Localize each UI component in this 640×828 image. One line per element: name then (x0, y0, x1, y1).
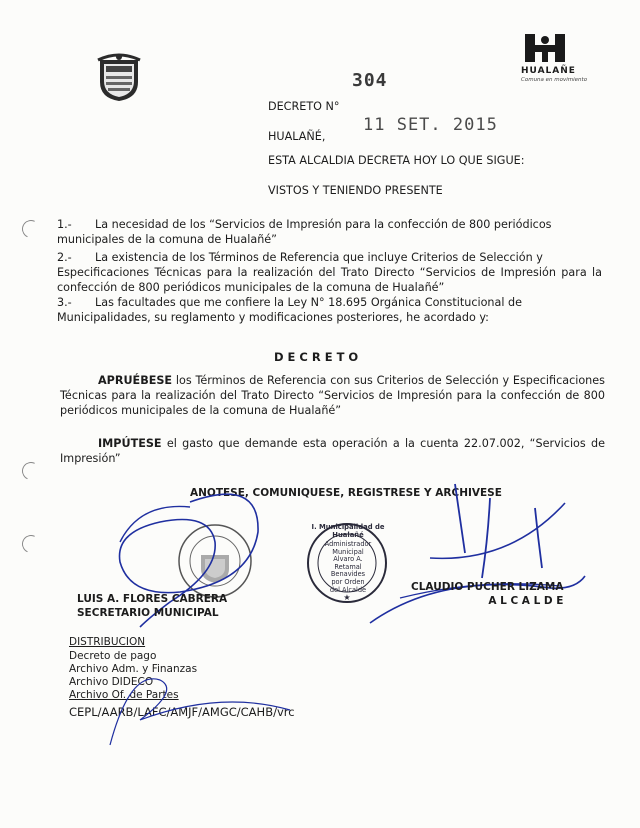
signatory-right-name: CLAUDIO PUCHER LIZAMA (411, 581, 564, 593)
considerando-item (57, 295, 605, 325)
decreto-title: D E C R E T O (274, 350, 359, 364)
signatory-right (411, 580, 563, 608)
seal-line: del Alcalde (329, 585, 367, 594)
item-first-line: Las facultades que me confiere la Ley N° 18.695 Orgánica Constitucional de (95, 296, 523, 309)
seal-line: por Orden (331, 577, 365, 586)
distribution-list (69, 650, 197, 702)
apruebese-text: los Términos de Referencia con sus Criterios de Selección y Especificaciones Técnicas para la realización del Trato Directo “Servicios de Impresión para la confección de 800 periódicos municipales de la comuna de Hualañé” (60, 374, 605, 417)
distribution-item: Archivo DIDECO (69, 676, 154, 688)
signatory-left-title: SECRETARIO MUNICIPAL (77, 607, 219, 619)
seal-line: Alvaro A. Retamal (333, 555, 363, 571)
distribution-item: Archivo Of. de Partes (69, 689, 179, 701)
decree-date-stamp: 11 SET. 2015 (363, 115, 498, 135)
decree-number-stamp: 304 (352, 70, 388, 91)
item-number: 1.- (57, 218, 72, 231)
signatory-left-name: LUIS A. FLORES CABRERA (77, 593, 228, 605)
item-first-line: La existencia de los Términos de Referencia que incluye Criterios de Selección y (95, 251, 543, 264)
logo-tagline: Comuna en movimiento (521, 77, 588, 83)
vistos-heading: VISTOS Y TENIENDO PRESENTE (268, 184, 443, 197)
place-label: HUALAÑÉ, (268, 130, 326, 143)
closing-line: ANOTESE, COMUNIQUESE, REGISTRESE Y ARCHIVESE (190, 487, 502, 499)
signatory-left (77, 592, 227, 620)
seal-line: Benavides (330, 570, 366, 579)
signatory-right-title: A L C A L D E (488, 595, 564, 607)
item-number: 2.- (57, 251, 72, 264)
municipal-crest-icon (96, 52, 142, 102)
hualane-logo-icon (523, 32, 567, 64)
apruebese-paragraph (60, 373, 605, 418)
seal-center-text (322, 541, 374, 594)
punch-hole-mark (19, 459, 42, 482)
item-continuation: Especificaciones Técnicas para la realización del Trato Directo “Servicios de Impresión para la confección de 800 periódicos municipales de la comuna de Hualañé” (57, 266, 602, 294)
intro-line: ESTA ALCALDIA DECRETA HOY LO QUE SIGUE: (268, 154, 525, 167)
item-number: 3.- (57, 296, 72, 309)
apruebese-keyword: APRUÉBESE (98, 374, 173, 387)
distribution-item: Decreto de pago (69, 650, 157, 662)
distribution-item: Archivo Adm. y Finanzas (69, 663, 198, 675)
initials-line: CEPL/AARB/LAFC/AMJF/AMGC/CAHB/vrc (69, 705, 295, 719)
considerando-item (57, 217, 605, 247)
secretary-seal-icon (176, 522, 254, 600)
seal-line: Administrador (324, 540, 372, 548)
punch-hole-mark (19, 532, 42, 555)
seal-ring-text: I. Municipalidad de Hualañé (311, 523, 385, 539)
item-first-line: La necesidad de los “Servicios de Impresión para la confección de 800 periódicos (95, 218, 552, 231)
considerando-item (57, 250, 605, 295)
item-continuation: Municipalidades, su reglamento y modificaciones posteriores, he acordado y: (57, 311, 489, 324)
punch-hole-mark (19, 217, 42, 240)
svg-text:★: ★ (343, 593, 351, 602)
logo-wordmark: HUALAÑE (521, 66, 576, 76)
imputese-keyword: IMPÚTESE (98, 437, 162, 450)
item-continuation: municipales de la comuna de Hualañé” (57, 233, 277, 246)
seal-line: Municipal (332, 547, 364, 556)
imputese-paragraph (60, 436, 605, 466)
decreto-label: DECRETO N° (268, 100, 340, 113)
imputese-text: el gasto que demande esta operación a la cuenta 22.07.002, “Servicios de Impresión” (60, 437, 605, 465)
distribution-heading: DISTRIBUCION (69, 636, 146, 648)
